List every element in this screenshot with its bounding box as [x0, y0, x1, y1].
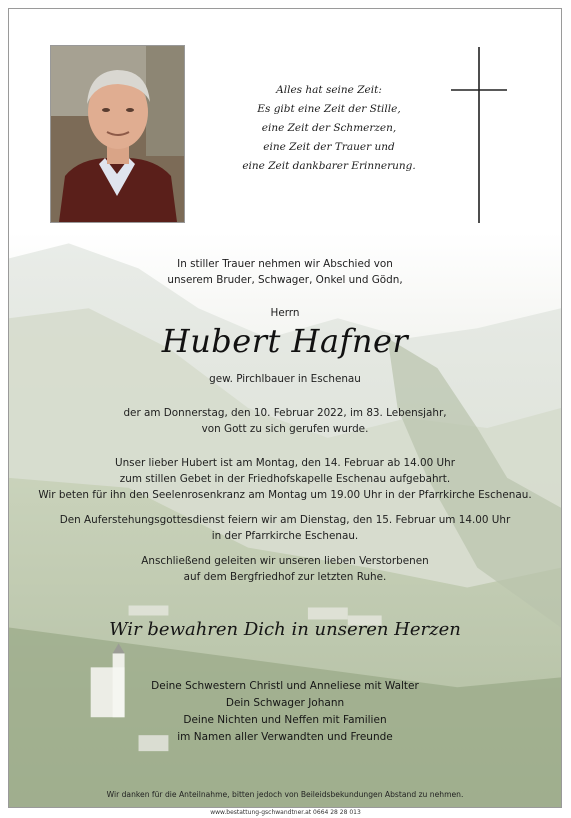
wake-line: zum stillen Gebet in der Friedhofskapelle Eschenau aufgebahrt.: [119, 473, 451, 485]
burial-info: [9, 553, 561, 585]
intro-text: [9, 256, 561, 288]
death-notice: [9, 405, 561, 437]
burial-line: auf dem Bergfriedhof zur letzten Ruhe.: [183, 571, 387, 583]
intro-line: In stiller Trauer nehmen wir Abschied von: [177, 258, 393, 270]
salutation: [9, 305, 561, 321]
obituary-card: [8, 8, 562, 808]
family-line: Dein Schwager Johann: [225, 697, 345, 709]
portrait-photo: [50, 45, 185, 223]
family-signatures: [9, 678, 561, 746]
motto: Wir bewahren Dich in unseren Herzen: [109, 619, 461, 640]
funeral-home-footer[interactable]: www.bestattung-gschwandtner.at 0664 28 28 013: [210, 809, 361, 816]
wake-line: Unser lieber Hubert ist am Montag, den 14. Februar ab 14.00 Uhr: [114, 457, 456, 469]
poem-line: Alles hat seine Zeit:: [276, 84, 382, 96]
salutation-text: Herrn: [270, 307, 300, 319]
occupation-text: gew. Pirchlbauer in Eschenau: [209, 373, 361, 385]
wake-info: [9, 455, 561, 503]
family-line: im Namen aller Verwandten und Freunde: [177, 731, 393, 743]
deceased-name: Hubert Hafner: [161, 322, 409, 360]
service-line: in der Pfarrkirche Eschenau.: [211, 530, 359, 542]
death-line: von Gott zu sich gerufen wurde.: [201, 423, 369, 435]
service-info: [9, 512, 561, 544]
wake-line: Wir beten für ihn den Seelenrosenkranz am Montag um 19.00 Uhr in der Pfarrkirche Eschenau.: [38, 489, 532, 501]
poem-line: Es gibt eine Zeit der Stille,: [257, 103, 401, 115]
poem: [239, 81, 419, 176]
service-line: Den Auferstehungsgottesdienst feiern wir am Dienstag, den 15. Februar um 14.00 Uhr: [59, 514, 511, 526]
family-line: Deine Nichten und Neffen mit Familien: [183, 714, 387, 726]
portrait-illustration: [51, 46, 184, 222]
death-line: der am Donnerstag, den 10. Februar 2022, im 83. Lebensjahr,: [123, 407, 447, 419]
poem-line: eine Zeit der Schmerzen,: [261, 122, 397, 134]
poem-line: eine Zeit dankbarer Erinnerung.: [242, 160, 416, 172]
cross-icon: [449, 47, 509, 223]
occupation: [9, 371, 561, 387]
thanks-note: Wir danken für die Anteilnahme, bitten jedoch von Beileidsbekundungen Abstand zu nehmen.: [106, 790, 464, 799]
intro-line: unserem Bruder, Schwager, Onkel und Gödn,: [167, 274, 403, 286]
family-line: Deine Schwestern Christl und Anneliese mit Walter: [151, 680, 419, 692]
burial-line: Anschließend geleiten wir unseren lieben Verstorbenen: [141, 555, 429, 567]
poem-line: eine Zeit der Trauer und: [263, 141, 395, 153]
